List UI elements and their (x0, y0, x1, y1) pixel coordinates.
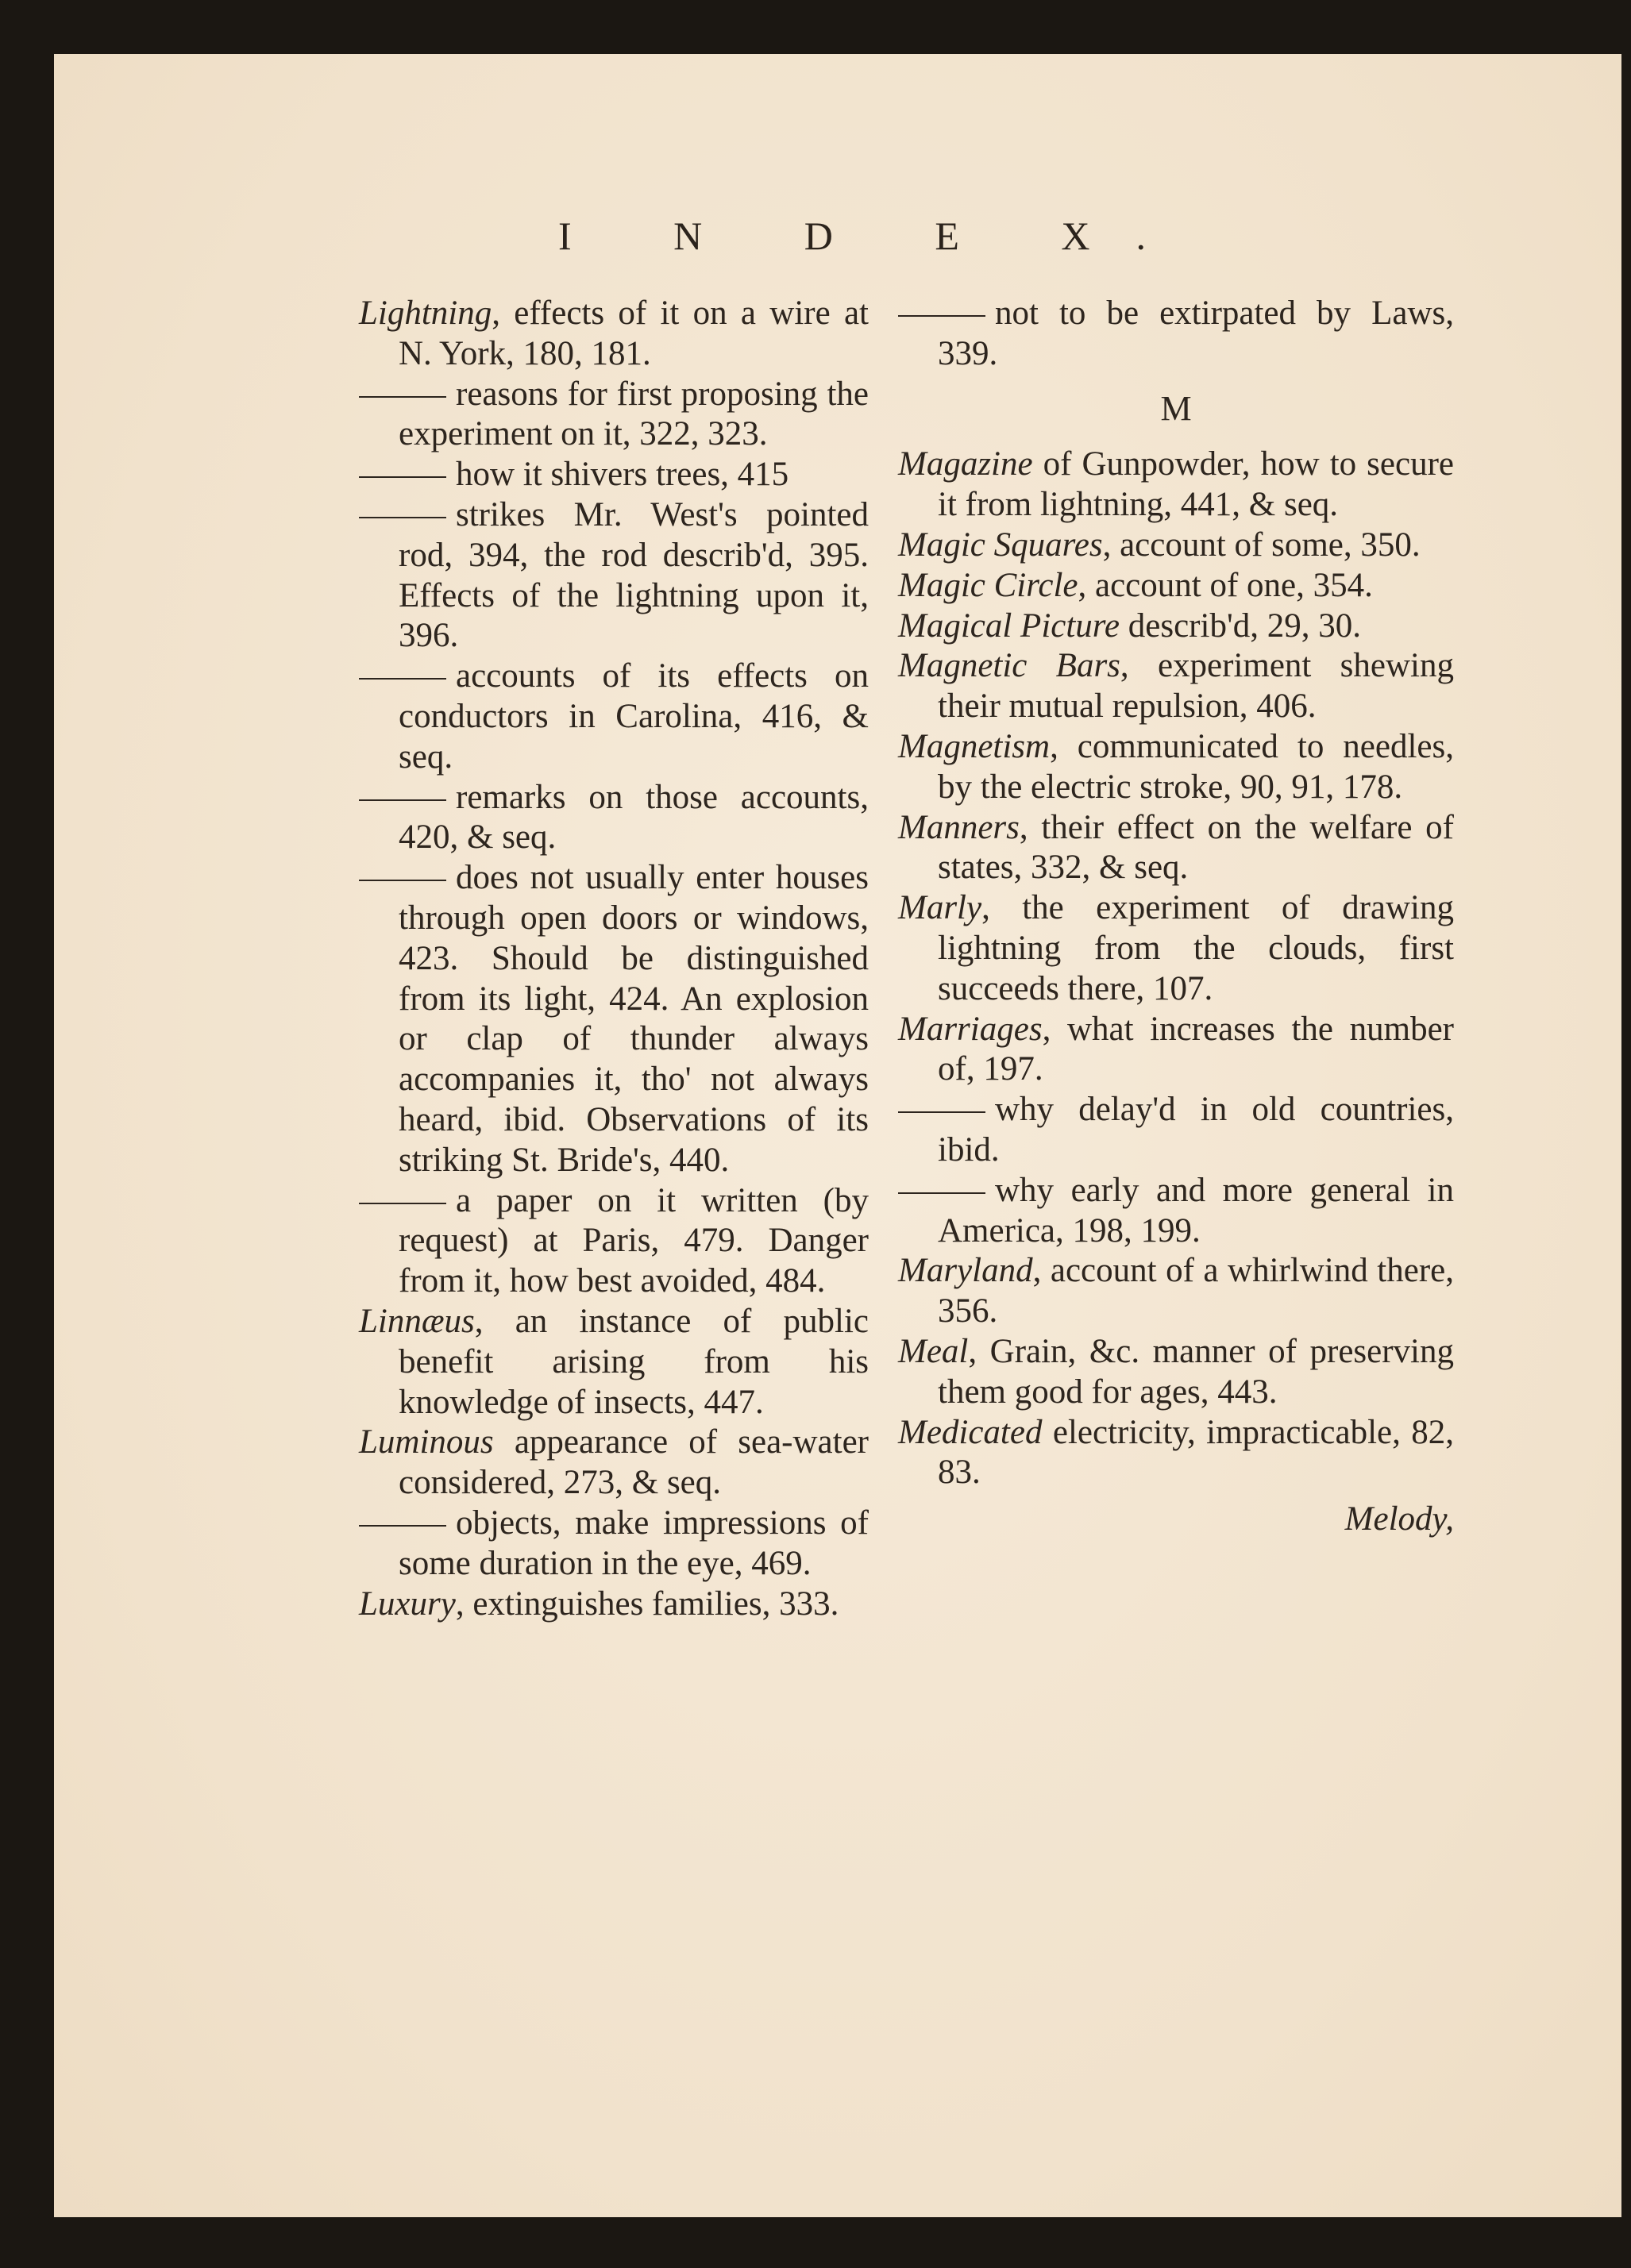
entry-heading: Marriages (898, 1010, 1043, 1048)
entry-heading: Meal (898, 1332, 969, 1370)
entry-text: , their effect on the welfare of states, 332, & seq. (938, 808, 1454, 887)
continued-entries (898, 294, 1454, 375)
ditto-rule (359, 880, 446, 881)
entry-text: , communicated to needles, by the electric stroke, 90, 91, 178. (938, 727, 1454, 806)
entry-heading: Medicated (898, 1413, 1043, 1451)
entry-heading: Magazine (898, 445, 1033, 483)
ditto-rule (359, 476, 446, 478)
entry-heading: Magic Circle (898, 566, 1078, 604)
index-entry (898, 1010, 1454, 1091)
entry-heading: Luxury (359, 1585, 456, 1623)
entry-text: a paper on it written (by request) at Paris, 479. Danger from it, how best avoided, 484. (399, 1181, 869, 1300)
index-entry (898, 727, 1454, 808)
index-entry (359, 858, 869, 1180)
entry-text: appearance of sea-water considered, 273, & seq. (399, 1423, 869, 1502)
entry-text: why early and more general in America, 198, 199. (938, 1171, 1454, 1250)
ditto-rule (359, 1203, 446, 1204)
entry-text: does not usually enter houses through open doors or windows, 423. Should be distinguished from its light, 424. An explosion or clap of thunder always accompanies it, tho' not always heard, ibid. Observations of its striking St. Bride's, 440. (399, 859, 869, 1179)
entry-text: objects, make impressions of some duration in the eye, 469. (399, 1504, 869, 1582)
entry-heading: Magic Squares (898, 526, 1103, 564)
entry-text: , Grain, &c. manner of preserving them good for ages, 443. (938, 1332, 1454, 1411)
index-entry (898, 1413, 1454, 1494)
index-entry (359, 1423, 869, 1504)
index-entry (898, 1332, 1454, 1413)
page-title: I N D E X. (557, 214, 1193, 258)
index-entry (359, 375, 869, 456)
ditto-rule (359, 396, 446, 398)
index-entry (359, 1302, 869, 1423)
entry-heading: Linnæus (359, 1302, 475, 1340)
ditto-rule (359, 678, 446, 680)
entry-heading: Magical Picture (898, 606, 1120, 645)
index-entry (898, 294, 1454, 375)
book-page (54, 54, 1631, 2217)
index-entry (359, 455, 869, 495)
index-entry (898, 888, 1454, 1009)
index-entry (898, 1090, 1454, 1171)
index-entry (898, 1251, 1454, 1332)
ditto-rule (898, 1192, 985, 1194)
entry-text: of Gunpowder, how to secure it from lightning, 441, & seq. (938, 445, 1454, 524)
index-entry (898, 1171, 1454, 1252)
entry-text: accounts of its effects on conductors in Carolina, 416, & seq. (399, 657, 869, 776)
index-entry (359, 778, 869, 859)
entry-text: strikes Mr. West's pointed rod, 394, the rod describ'd, 395. Effects of the lightning upon it, 396. (399, 495, 869, 655)
entry-text: electricity, impracticable, 82, 83. (938, 1413, 1454, 1492)
entry-text: reasons for first proposing the experiment on it, 322, 323. (399, 375, 869, 453)
index-entry (359, 294, 869, 375)
ditto-rule (359, 799, 446, 801)
entry-text: , the experiment of drawing lightning from the clouds, first succeeds there, 107. (938, 889, 1454, 1007)
index-column-left (359, 294, 869, 1624)
entry-text: , effects of it on a wire at N. York, 180, 181. (399, 295, 869, 372)
index-entry (898, 526, 1454, 566)
index-entry (359, 1585, 869, 1625)
ditto-rule (359, 517, 446, 518)
ditto-rule (359, 1525, 446, 1527)
entry-heading: Manners (898, 808, 1020, 846)
section-m-entries (898, 445, 1454, 1493)
index-entry (898, 606, 1454, 647)
index-entry (898, 445, 1454, 526)
entry-heading: Luminous (359, 1423, 494, 1461)
ditto-rule (898, 1111, 985, 1113)
entry-text: how it shivers trees, 415 (456, 456, 789, 494)
entry-text: , extinguishes families, 333. (455, 1585, 839, 1623)
entry-text: remarks on those accounts, 420, & seq. (399, 778, 869, 857)
index-entry (898, 646, 1454, 727)
entry-heading: Magnetism (898, 727, 1051, 765)
index-column-right (898, 294, 1454, 1540)
entry-text: , an instance of public benefit arising from his knowledge of insects, 447. (399, 1302, 869, 1421)
entry-text: describ'd, 29, 30. (1120, 606, 1361, 645)
entry-text: , account of some, 350. (1102, 526, 1421, 564)
entry-text: why delay'd in old countries, ibid. (938, 1091, 1454, 1169)
index-entry (359, 1504, 869, 1585)
index-entry (359, 1181, 869, 1302)
page-edge-shadow (1621, 54, 1631, 2217)
index-entry (359, 657, 869, 777)
entry-heading: Lightning (359, 295, 492, 332)
section-letter: M (1160, 388, 1192, 428)
catchword: Melody, (1344, 1500, 1454, 1538)
index-entry (898, 808, 1454, 889)
entry-heading: Magnetic Bars (898, 647, 1120, 685)
entry-text: not to be extirpated by Laws, 339. (938, 295, 1454, 372)
entry-text: , account of one, 354. (1078, 566, 1373, 604)
ditto-rule (898, 315, 985, 317)
entry-text: , account of a whirlwind there, 356. (938, 1252, 1454, 1330)
entry-heading: Maryland (898, 1252, 1033, 1290)
entry-text: , experiment shewing their mutual repulsion, 406. (938, 647, 1454, 726)
index-entry (898, 566, 1454, 606)
entry-heading: Marly (898, 889, 982, 927)
index-entry (359, 495, 869, 657)
entry-text: , what increases the number of, 197. (938, 1010, 1454, 1088)
